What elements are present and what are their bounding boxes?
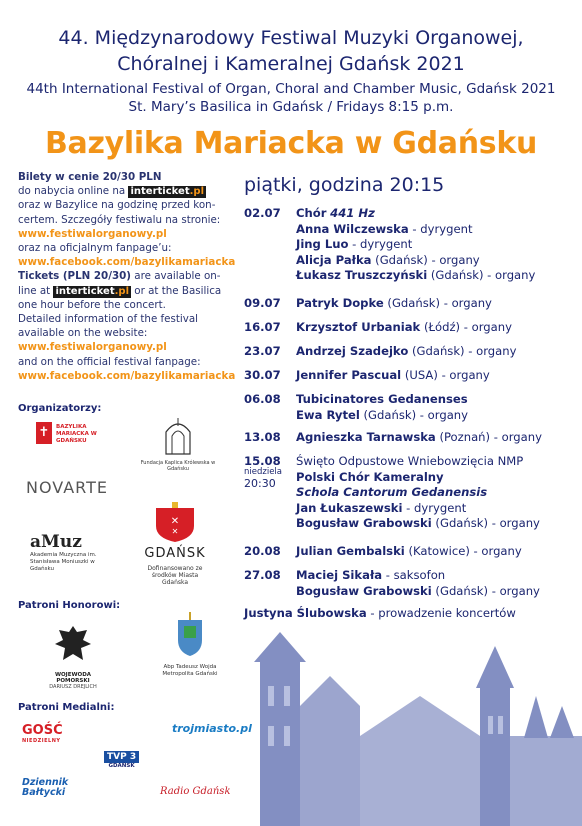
role: (Poznań) - organy — [435, 430, 542, 444]
coat-of-arms-icon — [170, 612, 210, 660]
tickets-en-text: are available on-line at — [18, 270, 221, 297]
title-pl-line1: 44. Międzynarodowy Festiwal Muzyki Organowej, — [58, 27, 524, 49]
interticket-tld: .pl — [189, 186, 204, 198]
gosc-logo — [22, 724, 63, 744]
role: (Gdańsk) - organy — [383, 296, 492, 310]
host-name: Justyna Ślubowska — [244, 606, 367, 620]
tickets-en-heading: Tickets (PLN 20/30) — [18, 270, 131, 283]
role: (Łódź) - organy — [420, 320, 512, 334]
concert-date: 02.07 — [244, 206, 281, 220]
wojewoda-logo — [40, 622, 106, 690]
concert-date: 23.07 — [244, 344, 281, 358]
role: (Gdańsk) - organy — [371, 252, 480, 267]
bazylika-logo — [36, 422, 116, 458]
tickets-pl-text2: oraz w Bazylice na godzinę przed kon-certem. Szczegóły festiwalu na stronie: — [18, 199, 221, 226]
concert-date: 30.07 — [244, 368, 281, 382]
role: (USA) - organy — [401, 368, 490, 382]
role: (Gdańsk) - organy — [431, 516, 540, 530]
performer: Alicja Pałka — [296, 252, 372, 267]
title-pl-line2: Chóralnej i Kameralnej Gdańsk 2021 — [117, 53, 465, 75]
facebook-link-en[interactable]: www.facebook.com/bazylikamariacka — [18, 369, 236, 382]
interticket-brand: interticket — [130, 186, 190, 198]
venue-title: Bazylika Mariacka w Gdańsku — [44, 126, 538, 161]
festival-website-link-en[interactable]: www.festiwalorganowy.pl — [18, 341, 167, 354]
archbishop-logo — [150, 612, 230, 678]
performer: Ewa Rytel — [296, 407, 360, 422]
cross-icon: ✝ — [36, 422, 52, 444]
performer: Patryk Dopke — [296, 296, 384, 310]
concert-date-note: niedziela — [244, 466, 282, 477]
gosc-wordmark: GOŚĆ — [22, 723, 63, 738]
tickets-en-text2: or at the Basilica one hour before the concert. — [18, 284, 222, 311]
performer: Krzysztof Urbaniak — [296, 320, 421, 334]
festival-website-link[interactable]: www.festiwalorganowy.pl — [18, 227, 167, 240]
amuz-logo — [30, 532, 102, 573]
performer: Bogusław Grabowski — [296, 516, 432, 530]
concert-date: 15.08 — [244, 454, 281, 468]
performer: Andrzej Szadejko — [296, 344, 409, 358]
novarte-logo: NOVARTE — [26, 478, 108, 497]
tickets-en-text3: Detailed information of the festival available on the website: — [18, 313, 199, 340]
facebook-link[interactable]: www.facebook.com/bazylikamariacka — [18, 256, 236, 269]
interticket-logo-en[interactable] — [53, 286, 131, 298]
performer: Bogusław Grabowski — [296, 583, 432, 598]
event-title: Święto Odpustowe Wniebowzięcia NMP — [296, 454, 524, 468]
role: - saksofon — [382, 568, 446, 582]
tickets-info — [18, 170, 236, 383]
concert-date: 06.08 — [244, 392, 281, 406]
concert-date: 16.07 — [244, 320, 281, 334]
interticket-brand-en: interticket — [55, 285, 115, 297]
performer: Jing Luo — [296, 237, 349, 251]
amuz-caption: Akademia Muzyczna im. Stanisława Moniuszki w Gdańsku — [30, 552, 97, 572]
gdansk-caption: Dofinansowano ze środków Miasta Gdańska — [147, 565, 203, 586]
role: (Gdańsk) - organy — [431, 583, 540, 598]
tvp3-wordmark: TVP 3 — [104, 751, 139, 763]
role: (Gdańsk) - organy — [427, 268, 536, 282]
concert-date: 09.07 — [244, 296, 281, 310]
tickets-pl-heading: Bilety w cenie 20/30 PLN — [18, 171, 162, 183]
schedule-heading: piątki, godzina 20:15 — [244, 174, 445, 196]
svg-text:✕: ✕ — [171, 527, 179, 536]
patrons-label: Patroni Honorowi: — [18, 600, 121, 611]
gdansk-wordmark: GDAŃSK — [144, 546, 206, 561]
performer-italic: 441 Hz — [330, 206, 375, 220]
role: (Gdańsk) - organy — [408, 344, 517, 358]
wojewoda-title: WOJEWODA POMORSKI — [54, 672, 92, 684]
trojmiasto-logo: trojmiasto.pl — [172, 722, 252, 735]
host-role: - prowadzenie koncertów — [366, 606, 516, 620]
radio-gdansk-logo: Radio Gdańsk — [160, 786, 231, 797]
concert-date: 27.08 — [244, 568, 281, 582]
concert-host — [244, 606, 564, 622]
role: - dyrygent — [402, 500, 467, 515]
concert-date: 13.08 — [244, 430, 281, 444]
tickets-pl-text3: oraz na oficjalnym fanpage’u: — [18, 242, 172, 255]
role: - dyrygent — [408, 221, 473, 236]
concert-date: 20.08 — [244, 544, 281, 558]
gdansk-logo — [140, 502, 210, 586]
concert-date-block — [244, 454, 292, 491]
interticket-tld-en: .pl — [114, 285, 129, 297]
performer: Polski Chór Kameralny — [296, 469, 444, 484]
wojewoda-name: DARIUSZ DREJLICH — [49, 684, 97, 690]
interticket-logo[interactable] — [128, 186, 206, 198]
archbishop-caption: Abp Tadeusz Wojda Metropolita Gdański — [162, 664, 218, 677]
dziennik-logo: Dziennik Bałtycki — [22, 777, 69, 798]
performer: Łukasz Truszczyński — [296, 268, 428, 282]
chapel-icon — [136, 416, 220, 456]
gdansk-crest-icon — [150, 502, 200, 542]
role: (Gdańsk) - organy — [359, 407, 469, 422]
concert-time: 20:30 — [244, 476, 276, 490]
title-en-line1: 44th International Festival of Organ, Choral and Chamber Music, Gdańsk 2021 — [26, 81, 556, 97]
bazylika-logo-text: BAZYLIKA MARIACKA W GDAŃSKU — [56, 424, 97, 444]
performer: Jennifer Pascual — [296, 368, 402, 382]
tickets-en-text4: and on the official festival fanpage: — [18, 355, 201, 368]
title-en-line2: St. Mary’s Basilica in Gdańsk / Fridays 8:15 p.m. — [128, 99, 454, 115]
performer: Julian Gembalski — [296, 544, 405, 558]
chapel-caption: Fundacja Kaplica Królewska w Gdańsku — [140, 460, 216, 472]
basilica-illustration — [244, 626, 582, 826]
performer: Tubicinatores Gedanenses — [296, 392, 468, 406]
performer: Anna Wilczewska — [296, 221, 409, 236]
performer: Chór — [296, 206, 327, 220]
performer: Jan Łukaszewski — [296, 500, 403, 515]
performer: Agnieszka Tarnawska — [296, 430, 436, 444]
amuz-wordmark: aMuz — [30, 532, 82, 552]
tvp3-subtitle: GDAŃSK — [108, 763, 135, 769]
role: - dyrygent — [348, 237, 413, 251]
performer-italic: Schola Cantorum Gedanensis — [296, 485, 488, 499]
chapel-logo — [136, 416, 220, 472]
tvp3-logo — [104, 744, 139, 769]
performer: Maciej Sikała — [296, 568, 383, 582]
gosc-subtitle: NIEDZIELNY — [22, 738, 61, 744]
tickets-pl-text: do nabycia online na — [18, 185, 126, 198]
eagle-icon — [53, 622, 93, 668]
role: (Katowice) - organy — [404, 544, 522, 558]
organizers-label: Organizatorzy: — [18, 403, 102, 414]
media-label: Patroni Medialni: — [18, 702, 115, 713]
svg-text:✕: ✕ — [170, 516, 180, 527]
